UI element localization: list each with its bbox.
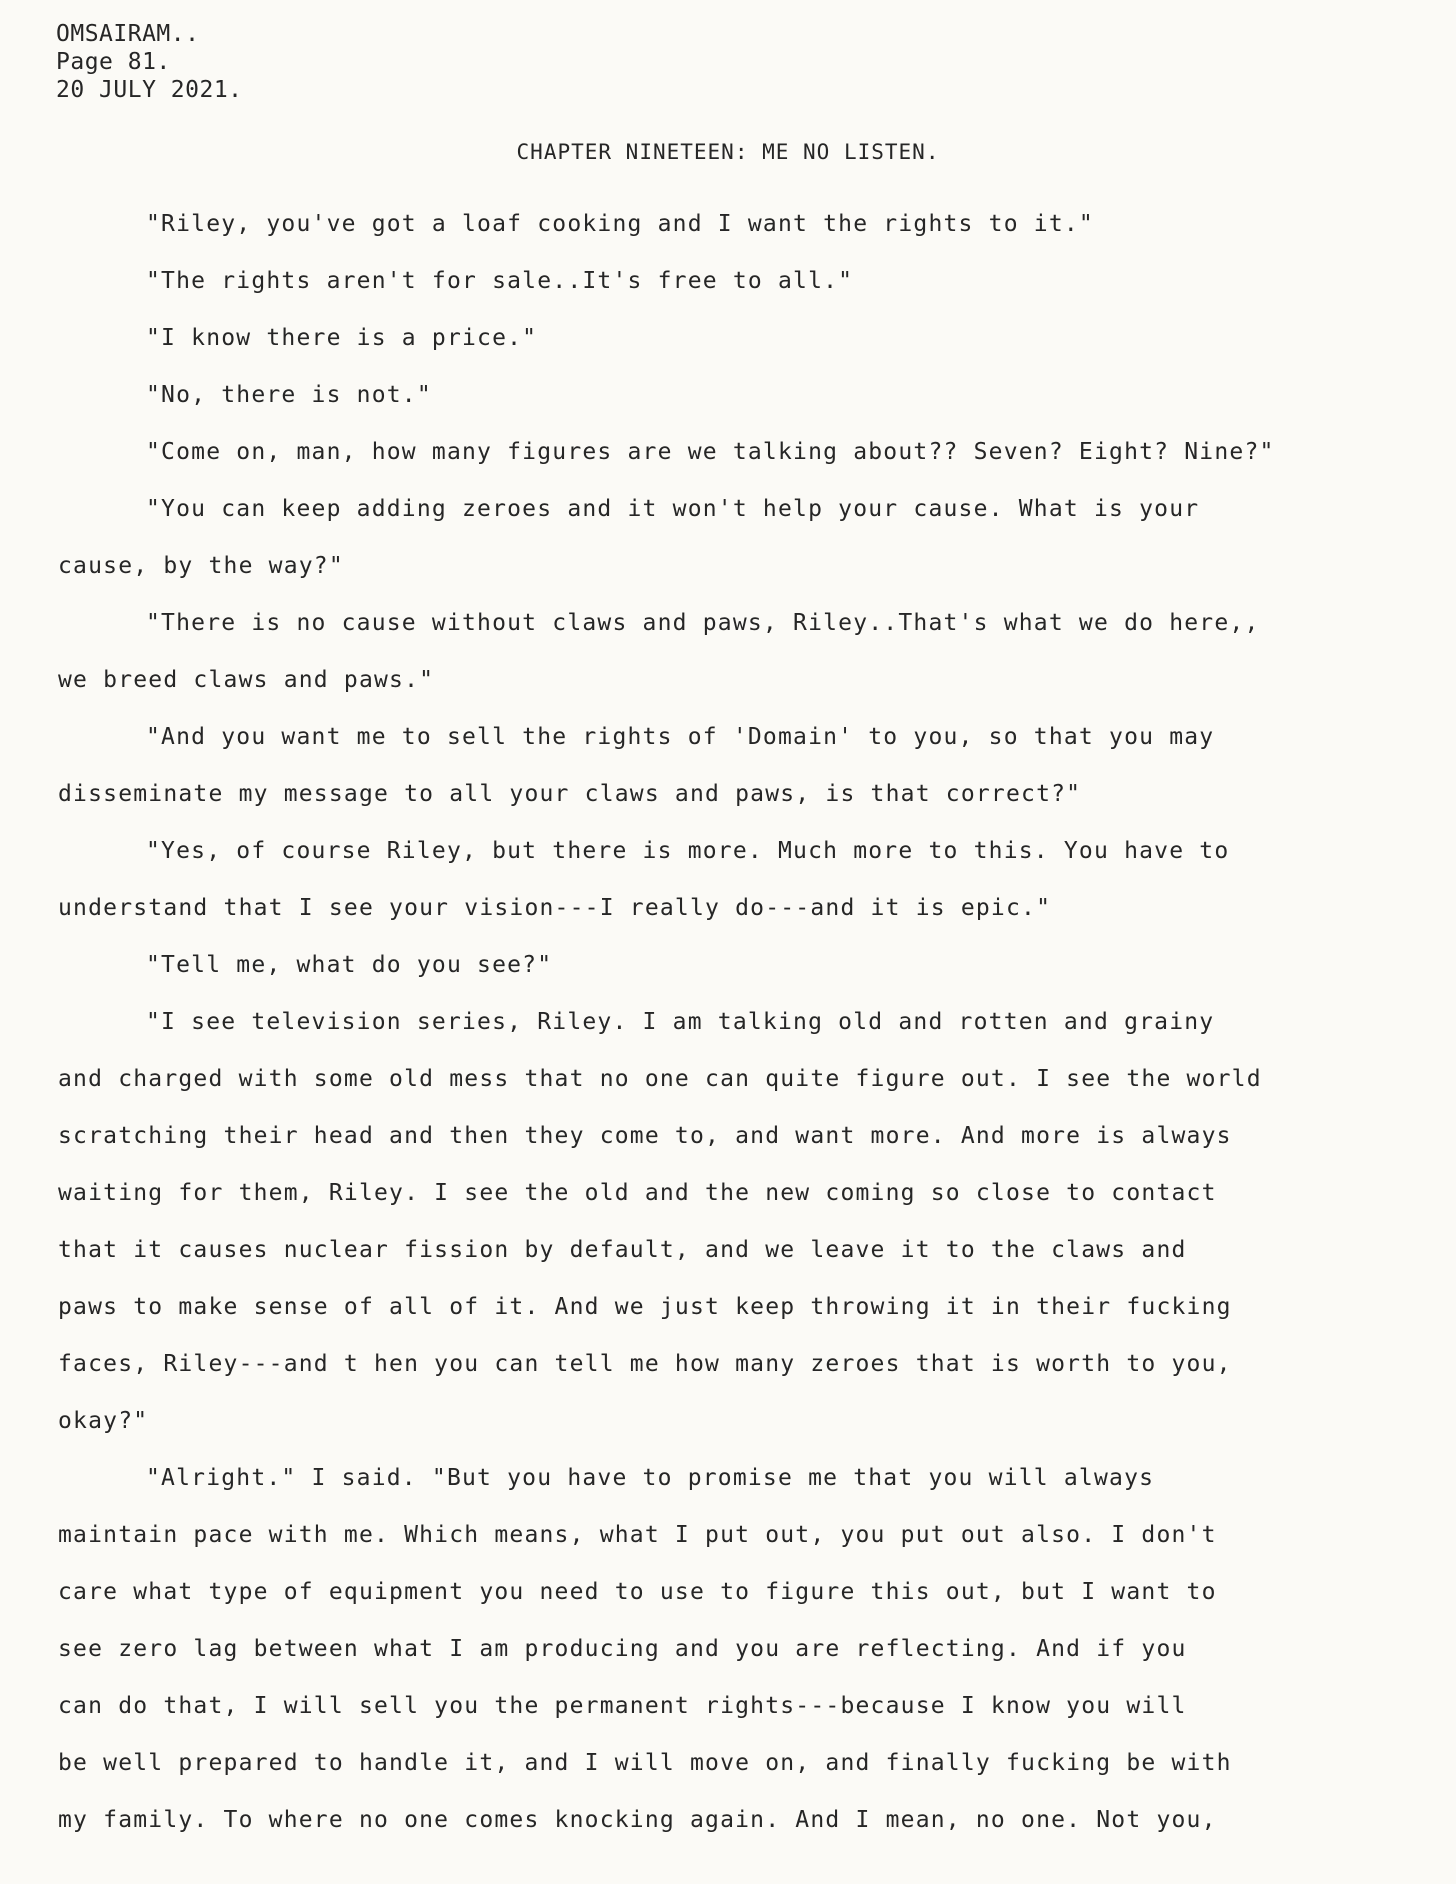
- text-line: see zero lag between what I am producing and you are reflecting. And if you: [58, 1636, 1187, 1662]
- text-line: and charged with some old mess that no one can quite figure out. I see the world: [58, 1066, 1262, 1092]
- chapter-title: CHAPTER NINETEEN: ME NO LISTEN.: [516, 140, 940, 164]
- text-line: "The rights aren't for sale..It's free to all.": [146, 268, 854, 294]
- text-line: "Come on, man, how many figures are we talking about?? Seven? Eight? Nine?": [146, 439, 1275, 465]
- text-line: understand that I see your vision---I really do---and it is epic.": [58, 895, 1052, 921]
- text-line: "I know there is a price.": [146, 325, 538, 351]
- text-line: "I see television series, Riley. I am talking old and rotten and grainy: [146, 1009, 1215, 1035]
- text-line: waiting for them, Riley. I see the old and the new coming so close to contact: [58, 1180, 1217, 1206]
- text-line: "Riley, you've got a loaf cooking and I want the rights to it.": [146, 211, 1094, 237]
- text-line: paws to make sense of all of it. And we just keep throwing it in their fucking: [58, 1294, 1232, 1320]
- text-line: "Yes, of course Riley, but there is more. Much more to this. You have to: [146, 838, 1230, 864]
- text-line: be well prepared to handle it, and I will move on, and finally fucking be with: [58, 1750, 1232, 1776]
- text-line: we breed claws and paws.": [58, 667, 435, 693]
- text-line: "There is no cause without claws and paws, Riley..That's what we do here,,: [146, 610, 1260, 636]
- text-line: that it causes nuclear fission by default, and we leave it to the claws and: [58, 1237, 1187, 1263]
- text-line: maintain pace with me. Which means, what I put out, you put out also. I don't: [58, 1522, 1217, 1548]
- text-line: disseminate my message to all your claws and paws, is that correct?": [58, 781, 1082, 807]
- header-line-omsairam: OMSAIRAM..: [56, 21, 200, 47]
- text-line: "Alright." I said. "But you have to promise me that you will always: [146, 1465, 1155, 1491]
- header-line-page-number: Page 81.: [56, 49, 171, 75]
- body-text: [58, 196, 1438, 1849]
- text-line: scratching their head and then they come to, and want more. And more is always: [58, 1123, 1232, 1149]
- text-line: my family. To where no one comes knocking again. And I mean, no one. Not you,: [58, 1807, 1217, 1833]
- header-line-date: 20 JULY 2021.: [56, 77, 243, 103]
- text-line: care what type of equipment you need to use to figure this out, but I want to: [58, 1579, 1217, 1605]
- text-line: "You can keep adding zeroes and it won't help your cause. What is your: [146, 496, 1200, 522]
- text-line: "And you want me to sell the rights of 'Domain' to you, so that you may: [146, 724, 1215, 750]
- text-line: can do that, I will sell you the permanent rights---because I know you will: [58, 1693, 1187, 1719]
- text-line: "Tell me, what do you see?": [146, 952, 553, 978]
- text-line: "No, there is not.": [146, 382, 432, 408]
- page-header: [56, 20, 243, 104]
- text-line: faces, Riley---and t hen you can tell me how many zeroes that is worth to you,: [58, 1351, 1232, 1377]
- text-line: okay?": [58, 1408, 149, 1434]
- text-line: cause, by the way?": [58, 553, 344, 579]
